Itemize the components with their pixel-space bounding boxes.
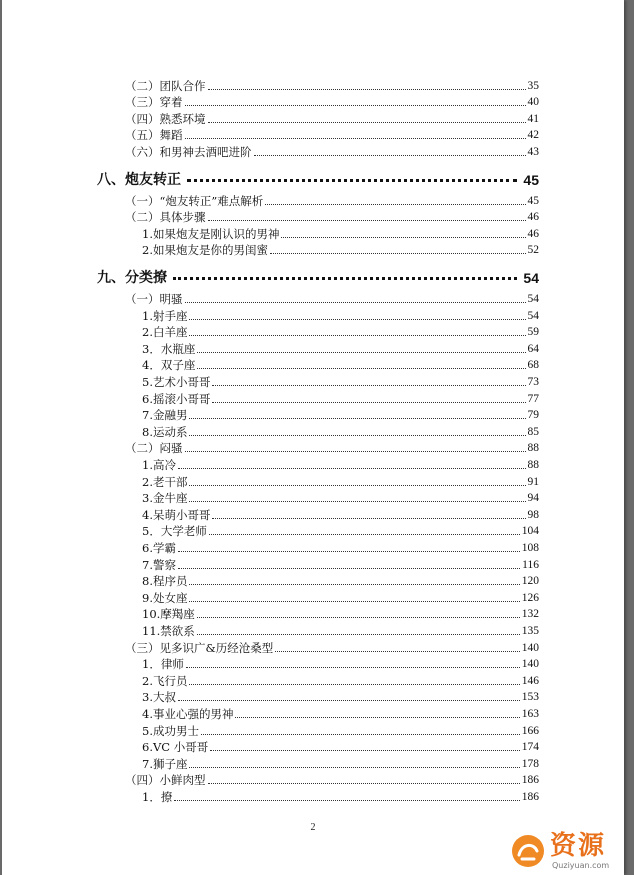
dot-leader <box>197 633 520 635</box>
toc-item[interactable] <box>142 688 539 705</box>
toc-section[interactable] <box>125 289 539 306</box>
toc-item[interactable] <box>142 738 539 755</box>
toc-page-number: 132 <box>521 608 539 621</box>
dot-leader <box>189 318 525 320</box>
dot-leader <box>185 450 526 452</box>
toc-label: （一）“炮友转正”难点解析 <box>125 193 264 208</box>
toc-item[interactable] <box>142 241 539 258</box>
watermark-subtext: Quziyuan.com <box>552 861 610 870</box>
dot-leader <box>189 583 519 585</box>
toc-page-number: 116 <box>522 558 539 571</box>
toc-page-number: 64 <box>527 342 539 355</box>
toc-item[interactable] <box>142 306 539 323</box>
toc-page-number: 54 <box>523 270 539 287</box>
toc-page-number: 45 <box>523 172 539 188</box>
toc-label: 5.艺术小哥哥 <box>142 374 211 389</box>
toc-item[interactable] <box>142 323 539 340</box>
toc-item[interactable] <box>142 505 539 522</box>
toc-section[interactable] <box>125 126 539 143</box>
dot-leader <box>174 799 519 801</box>
toc-page-number: 98 <box>527 508 539 521</box>
dot-leader <box>208 782 520 784</box>
toc-label: 8.运动系 <box>142 424 188 439</box>
toc-label: 10.摩羯座 <box>142 607 195 622</box>
toc-page-number: 46 <box>527 227 539 240</box>
toc-label: 3．水瓶座 <box>142 341 196 356</box>
toc-item[interactable] <box>142 472 539 489</box>
toc-page-number: 88 <box>527 458 539 471</box>
toc-label: （三）穿着 <box>125 95 183 110</box>
toc-item[interactable] <box>142 588 539 605</box>
dot-leader <box>212 401 525 403</box>
toc-section[interactable] <box>125 76 539 93</box>
toc-label: 5．大学老师 <box>142 524 207 539</box>
toc-item[interactable] <box>142 555 539 572</box>
toc-chapter[interactable] <box>97 165 539 187</box>
toc-item[interactable] <box>142 422 539 439</box>
toc-page-number: 54 <box>527 309 539 322</box>
toc-label: （三）见多识广&历经沧桑型 <box>125 640 274 655</box>
dot-leader <box>281 236 525 238</box>
toc-label: （六）和男神去酒吧进阶 <box>125 144 252 159</box>
dot-leader <box>265 203 525 205</box>
toc-item[interactable] <box>142 339 539 356</box>
toc-page-number: 85 <box>527 425 539 438</box>
dot-leader <box>189 500 525 502</box>
toc-label: 1．撩 <box>142 789 173 804</box>
toc-label: 2.如果炮友是你的男闺蜜 <box>142 243 268 258</box>
toc-label: （二）团队合作 <box>125 78 206 93</box>
toc-page-number: 77 <box>527 392 539 405</box>
toc-label: 2.飞行员 <box>142 673 188 688</box>
toc-label: （一）明骚 <box>125 291 183 306</box>
toc-page-number: 140 <box>521 658 539 671</box>
toc-label: 八、炮友转正 <box>97 172 181 188</box>
toc-page-number: 186 <box>521 790 539 803</box>
toc-chapter[interactable] <box>97 263 539 285</box>
toc-page-number: 104 <box>521 525 539 538</box>
toc-label: 3.大叔 <box>142 690 176 705</box>
dot-leader <box>189 683 519 685</box>
toc-label: 3.金牛座 <box>142 491 188 506</box>
toc-item[interactable] <box>142 787 539 804</box>
toc-page-number: 54 <box>527 292 539 305</box>
toc-label: 2.老干部 <box>142 474 188 489</box>
dot-leader <box>235 716 519 718</box>
toc-label: （四）小鲜肉型 <box>125 773 206 788</box>
toc-page-number: 52 <box>527 244 539 257</box>
dot-leader <box>185 104 526 106</box>
toc-page-number: 79 <box>527 409 539 422</box>
toc-section[interactable] <box>125 191 539 208</box>
toc-item[interactable] <box>142 406 539 423</box>
toc-page-number: 46 <box>527 211 539 224</box>
dot-leader <box>189 600 519 602</box>
dot-leader <box>208 219 526 221</box>
dot-leader <box>178 550 520 552</box>
toc-page-number: 108 <box>521 541 539 554</box>
toc-label: 九、分类撩 <box>97 270 167 287</box>
toc-item[interactable] <box>142 356 539 373</box>
toc-label: 6.摇滚小哥哥 <box>142 391 211 406</box>
dot-leader <box>189 417 525 419</box>
toc-label: 1.射手座 <box>142 308 188 323</box>
dot-leader <box>178 467 526 469</box>
dot-leader <box>197 616 520 618</box>
toc-label: 1.如果炮友是刚认识的男神 <box>142 226 280 241</box>
toc-label: 4．双子座 <box>142 358 196 373</box>
toc-item[interactable] <box>142 522 539 539</box>
dot-leader <box>178 567 520 569</box>
toc-page-number: 68 <box>527 359 539 372</box>
toc-label: 4.事业心强的男神 <box>142 706 234 721</box>
toc-page-number: 174 <box>521 741 539 754</box>
dot-leader <box>275 650 520 652</box>
dot-leader <box>197 367 525 369</box>
toc-item[interactable] <box>142 621 539 638</box>
toc-item[interactable] <box>142 455 539 472</box>
toc-item[interactable] <box>142 605 539 622</box>
toc-item[interactable] <box>142 538 539 555</box>
toc-item[interactable] <box>142 655 539 672</box>
dot-leader <box>254 154 526 156</box>
toc-label: （四）熟悉环境 <box>125 111 206 126</box>
toc-label: （二）具体步骤 <box>125 210 206 225</box>
toc-label: （二）闷骚 <box>125 441 183 456</box>
toc-section[interactable] <box>125 142 539 159</box>
toc-label: 6.VC 小哥哥 <box>142 740 209 755</box>
toc-section[interactable] <box>125 93 539 110</box>
toc-page-number: 153 <box>521 691 539 704</box>
toc-label: 7.狮子座 <box>142 756 188 771</box>
dot-leader <box>189 434 525 436</box>
toc-label: 9.处女座 <box>142 590 188 605</box>
toc-page-number: 88 <box>527 442 539 455</box>
toc-label: 8.程序员 <box>142 574 188 589</box>
toc-section[interactable] <box>125 439 539 456</box>
toc-item[interactable] <box>142 224 539 241</box>
dot-leader <box>209 533 520 535</box>
document-page <box>2 0 624 875</box>
toc-page-number: 59 <box>527 326 539 339</box>
dot-leader <box>178 699 520 701</box>
toc-label: 1．律师 <box>142 657 184 672</box>
toc-label: 2.白羊座 <box>142 325 188 340</box>
toc-label: 1.高冷 <box>142 457 176 472</box>
toc-label: 4.呆萌小哥哥 <box>142 507 211 522</box>
toc-label: 5.成功男士 <box>142 723 199 738</box>
dot-leader <box>208 88 526 90</box>
toc-item[interactable] <box>142 389 539 406</box>
toc-item[interactable] <box>142 754 539 771</box>
toc-section[interactable] <box>125 208 539 225</box>
page-number: 2 <box>310 822 316 833</box>
toc-page-number: 42 <box>527 129 539 142</box>
dot-leader <box>189 334 525 336</box>
dot-leader <box>189 484 525 486</box>
toc-label: 7.警察 <box>142 557 176 572</box>
toc-label: 6.学霸 <box>142 540 176 555</box>
dot-leader <box>270 252 526 254</box>
watermark-text: 资源 <box>550 831 607 861</box>
toc-label: 7.金融男 <box>142 408 188 423</box>
toc-page-number: 163 <box>521 707 539 720</box>
toc-page-number: 146 <box>521 674 539 687</box>
toc-page-number: 45 <box>527 194 539 207</box>
dot-leader <box>212 517 525 519</box>
toc-item[interactable] <box>142 671 539 688</box>
dot-leader <box>189 766 519 768</box>
toc-page-number: 135 <box>521 624 539 637</box>
dot-leader <box>208 121 526 123</box>
dot-leader <box>185 137 526 139</box>
toc-page-number: 126 <box>521 591 539 604</box>
toc-page-number: 140 <box>521 641 539 654</box>
toc-page-number: 40 <box>527 96 539 109</box>
toc-label: （五）舞蹈 <box>125 128 183 143</box>
toc-item[interactable] <box>142 704 539 721</box>
toc-page-number: 91 <box>527 475 539 488</box>
toc-item[interactable] <box>142 489 539 506</box>
toc-page-number: 178 <box>521 757 539 770</box>
dot-leader <box>212 384 525 386</box>
toc-item[interactable] <box>142 721 539 738</box>
dot-leader <box>197 351 525 353</box>
dot-leader <box>185 301 526 303</box>
dot-leader <box>173 276 517 280</box>
dot-leader <box>210 749 520 751</box>
toc-page-number: 41 <box>527 112 539 125</box>
toc-page-number: 94 <box>527 492 539 505</box>
toc-section[interactable] <box>125 109 539 126</box>
watermark-logo <box>508 831 628 871</box>
dot-leader <box>201 733 520 735</box>
toc-page-number: 186 <box>521 774 539 787</box>
dot-leader <box>187 178 517 182</box>
watermark-icon <box>510 833 546 869</box>
toc-section[interactable] <box>125 771 539 788</box>
dot-leader <box>186 666 520 668</box>
toc-page-number: 73 <box>527 375 539 388</box>
toc-label: 11.禁欲系 <box>142 623 195 638</box>
toc-item[interactable] <box>142 372 539 389</box>
toc-page-number: 166 <box>521 724 539 737</box>
toc-section[interactable] <box>125 638 539 655</box>
toc-page-number: 120 <box>521 575 539 588</box>
toc-page-number: 35 <box>527 79 539 92</box>
toc-item[interactable] <box>142 572 539 589</box>
toc-page-number: 43 <box>527 145 539 158</box>
